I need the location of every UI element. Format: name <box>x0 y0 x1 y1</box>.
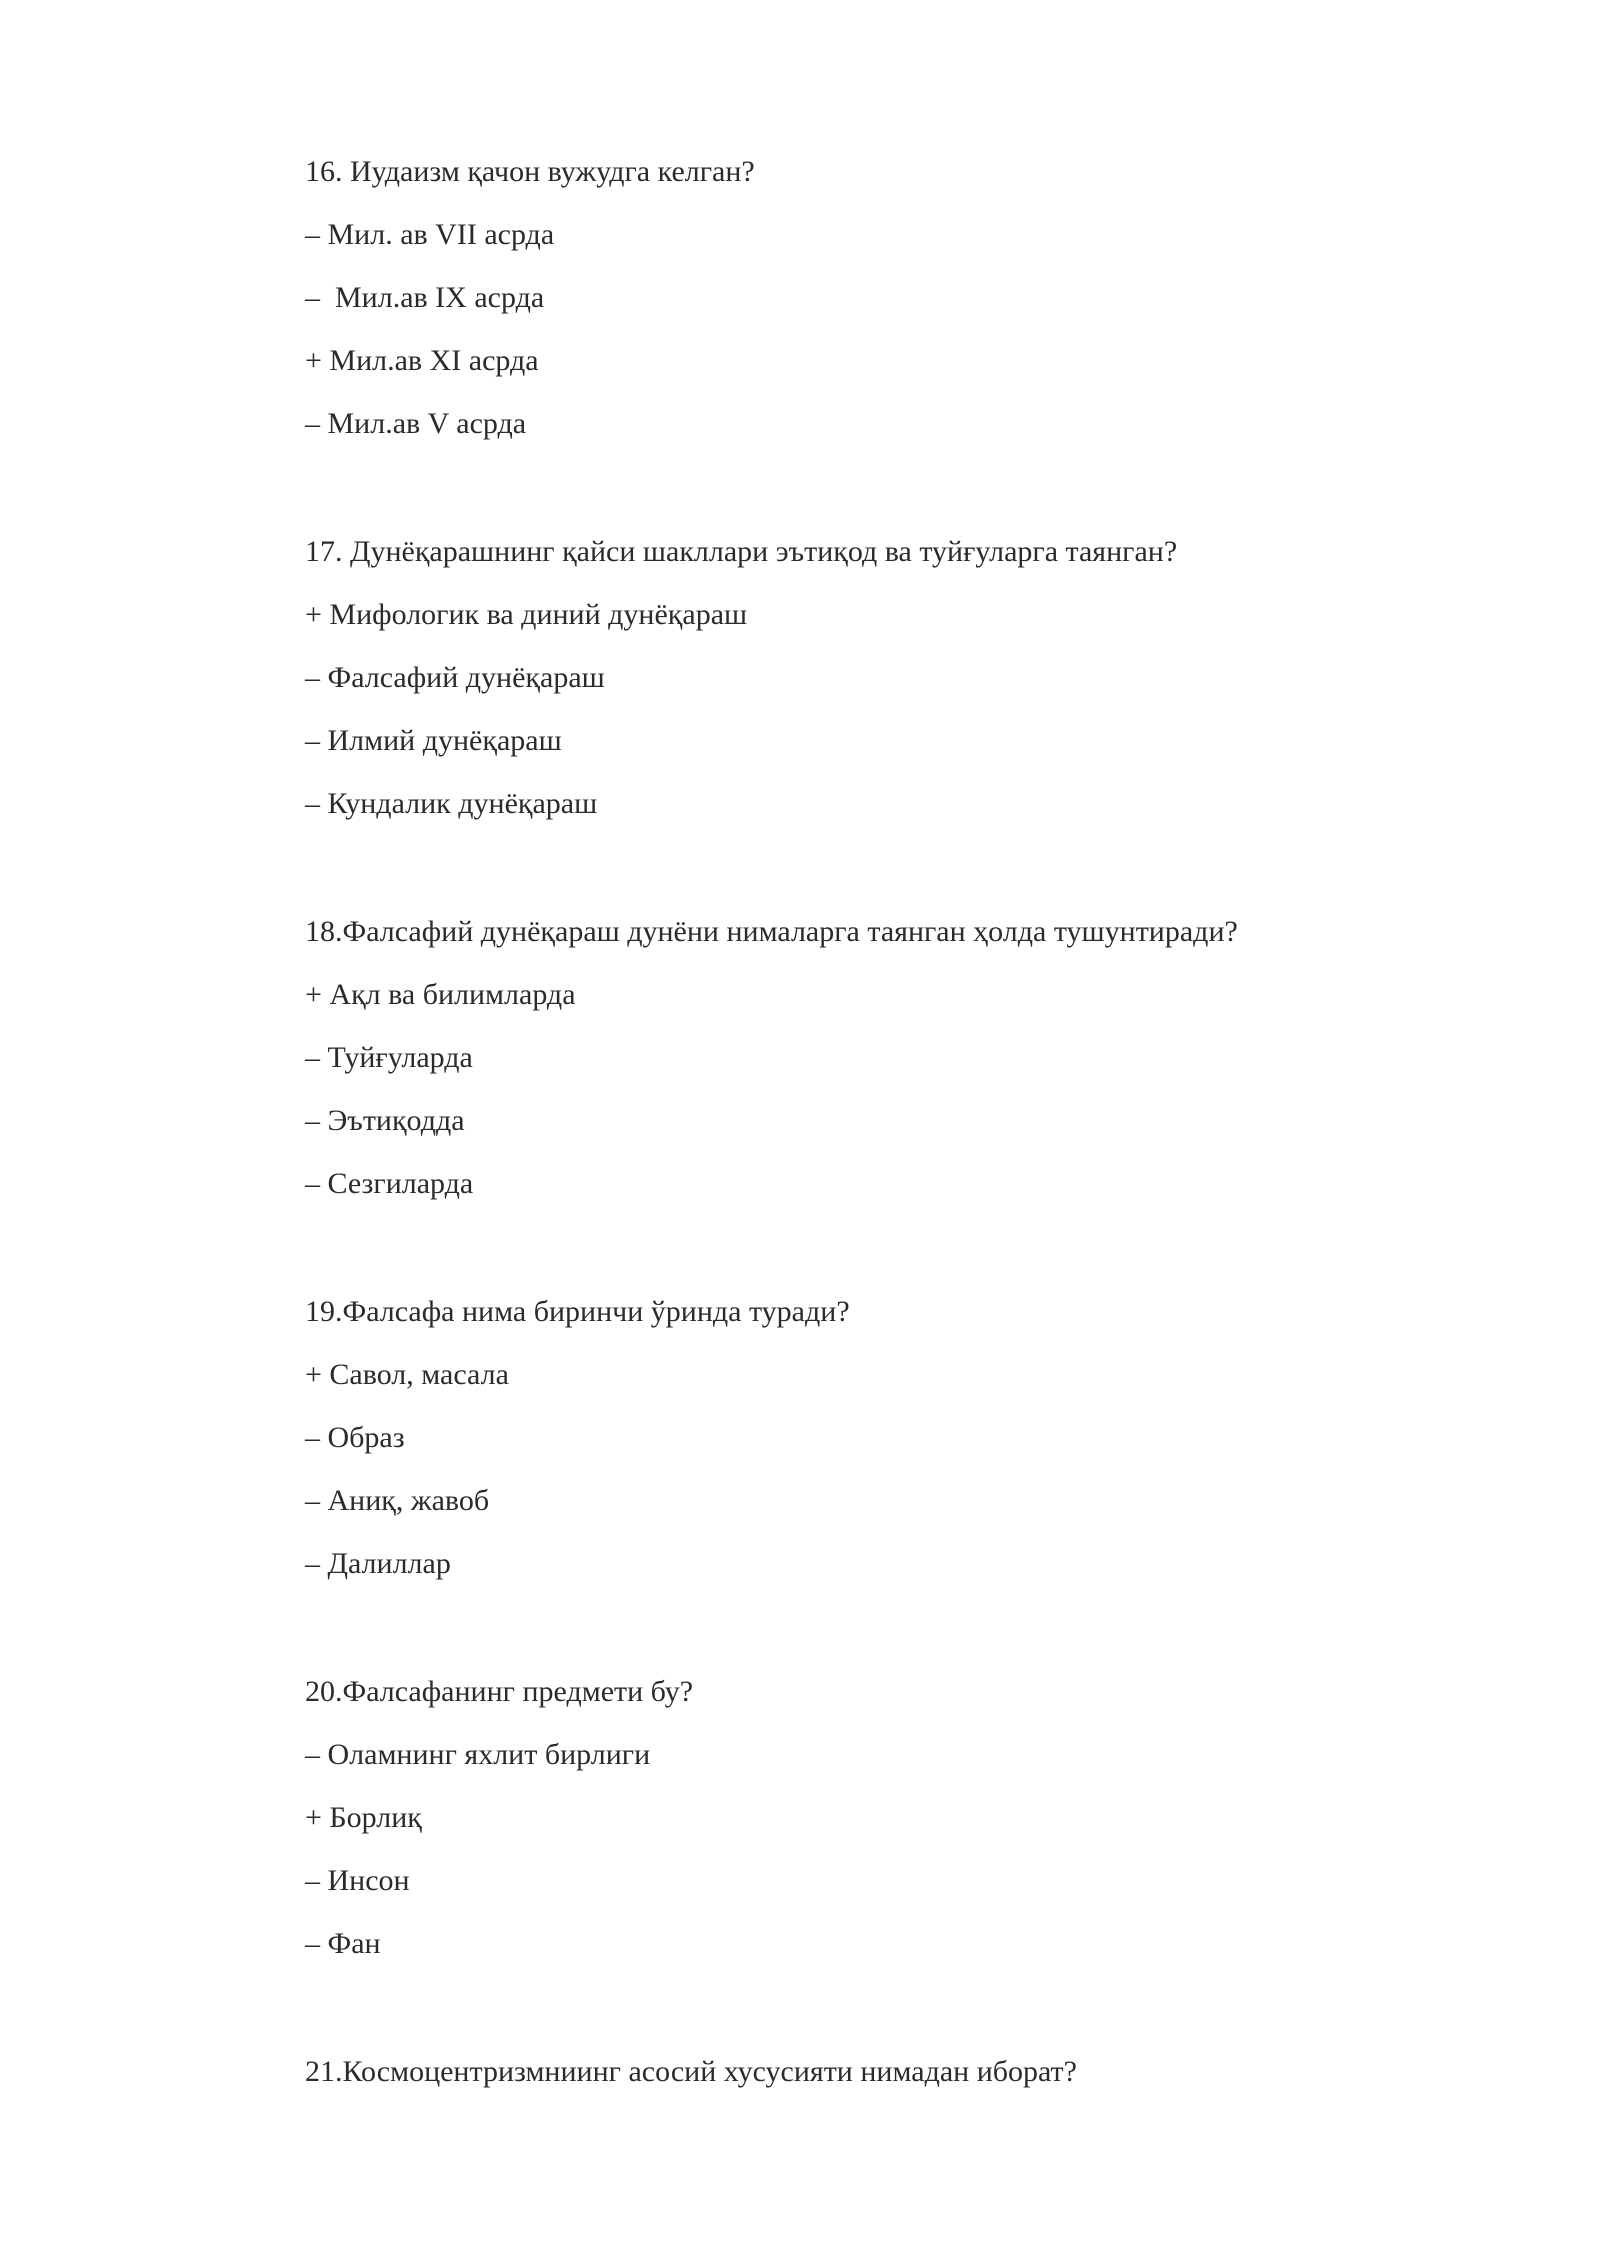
answer-option: + Борлиқ <box>305 1801 422 1834</box>
answer-option: – Мил. ав VII асрда <box>305 218 555 251</box>
answer-option: – Эътиқодда <box>305 1104 465 1137</box>
answer-option: – Фалсафий дунёқараш <box>305 661 605 694</box>
answer-option: – Туйғуларда <box>305 1041 473 1074</box>
question-block-16 <box>305 154 1505 469</box>
question-block-19 <box>305 1294 1505 1609</box>
question-text: 20.Фалсафанинг предмети бу? <box>305 1675 694 1708</box>
answer-option: + Мифологик ва диний дунёқараш <box>305 598 748 631</box>
answer-option: + Мил.ав XI асрда <box>305 344 539 377</box>
question-block-20 <box>305 1674 1505 1989</box>
answer-option: + Ақл ва билимларда <box>305 978 576 1011</box>
question-block-17 <box>305 534 1505 849</box>
answer-option: + Савол, масала <box>305 1358 509 1391</box>
question-text: 21.Космоцентризмниинг асосий хусусияти нимадан иборат? <box>305 2055 1077 2088</box>
answer-option: – Фан <box>305 1927 381 1960</box>
answer-option: – Аниқ, жавоб <box>305 1484 490 1517</box>
question-block-21 <box>305 2054 1505 2117</box>
answer-option: – Образ <box>305 1421 405 1454</box>
answer-option: – Инсон <box>305 1864 410 1897</box>
answer-option: – Мил.ав V асрда <box>305 407 527 440</box>
question-block-18 <box>305 914 1505 1229</box>
question-text: 16. Иудаизм қачон вужудга келган? <box>305 155 755 188</box>
question-text: 18.Фалсафий дунёқараш дунёни нималарга таянган ҳолда тушунтиради? <box>305 915 1238 948</box>
answer-option: – Оламнинг яхлит бирлиги <box>305 1738 651 1771</box>
answer-option: – Далиллар <box>305 1547 451 1580</box>
answer-option: – Илмий дунёқараш <box>305 724 562 757</box>
question-text: 19.Фалсафа нима биринчи ўринда туради? <box>305 1295 850 1328</box>
answer-option: – Сезгиларда <box>305 1167 474 1200</box>
answer-option: – Кундалик дунёқараш <box>305 787 598 820</box>
answer-option: – Мил.ав IX асрда <box>305 281 545 314</box>
question-text: 17. Дунёқарашнинг қайси шакллари эътиқод ва туйғуларга таянган? <box>305 535 1178 568</box>
